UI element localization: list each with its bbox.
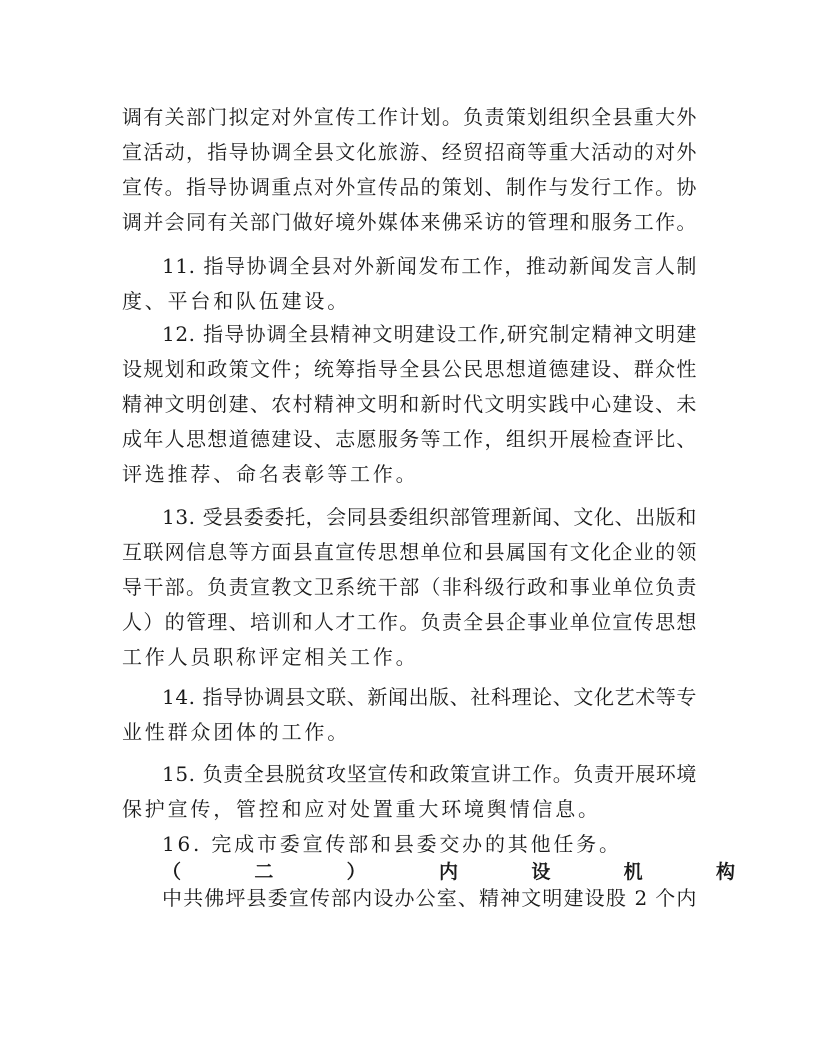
paragraph-line: 宣传。指导协调重点对外宣传品的策划、制作与发行工作。协 — [122, 175, 697, 199]
paragraph-line: 调有关部门拟定对外宣传工作计划。负责策划组织全县重大外 — [122, 105, 697, 129]
item-12-line: 成年人思想道德建设、志愿服务等工作，组织开展检查评比、 — [122, 427, 697, 451]
section-heading: （二）内设机构 — [162, 861, 737, 883]
item-14-line: 业性群众团体的工作。 — [122, 720, 350, 744]
item-13-line: 人）的管理、培训和人才工作。负责全县企事业单位宣传思想 — [122, 610, 697, 634]
item-14-line: 14. 指导协调县文联、新闻出版、社科理论、文化艺术等专 — [162, 685, 697, 709]
item-12-line: 评选推荐、命名表彰等工作。 — [122, 462, 419, 486]
item-13-line: 工作人员职称评定相关工作。 — [122, 645, 419, 669]
item-13-line: 导干部。负责宣教文卫系统干部（非科级行政和事业单位负责 — [122, 575, 697, 599]
item-13-line: 13. 受县委委托，会同县委组织部管理新闻、文化、出版和 — [162, 505, 697, 529]
item-12-line: 精神文明创建、农村精神文明和新时代文明实践中心建设、未 — [122, 392, 697, 416]
item-12-line: 12. 指导协调全县精神文明建设工作,研究制定精神文明建 — [162, 322, 697, 346]
item-15-line: 保护宣传，管控和应对处置重大环境舆情信息。 — [122, 797, 601, 821]
item-11-line: 度、平台和队伍建设。 — [122, 289, 350, 313]
paragraph-line: 中共佛坪县委宣传部内设办公室、精神文明建设股 2 个内 — [162, 886, 697, 910]
item-11-line: 11. 指导协调全县对外新闻发布工作，推动新闻发言人制 — [162, 254, 697, 278]
paragraph-line: 宣活动，指导协调全县文化旅游、经贸招商等重大活动的对外 — [122, 140, 697, 164]
item-13-line: 互联网信息等方面县直宣传思想单位和县属国有文化企业的领 — [122, 540, 697, 564]
paragraph-line: 调并会同有关部门做好境外媒体来佛采访的管理和服务工作。 — [122, 210, 697, 234]
item-15-line: 15. 负责全县脱贫攻坚宣传和政策宣讲工作。负责开展环境 — [162, 762, 697, 786]
item-16-line: 16. 完成市委宣传部和县委交办的其他任务。 — [162, 832, 622, 856]
item-12-line: 设规划和政策文件；统筹指导全县公民思想道德建设、群众性 — [122, 357, 697, 381]
